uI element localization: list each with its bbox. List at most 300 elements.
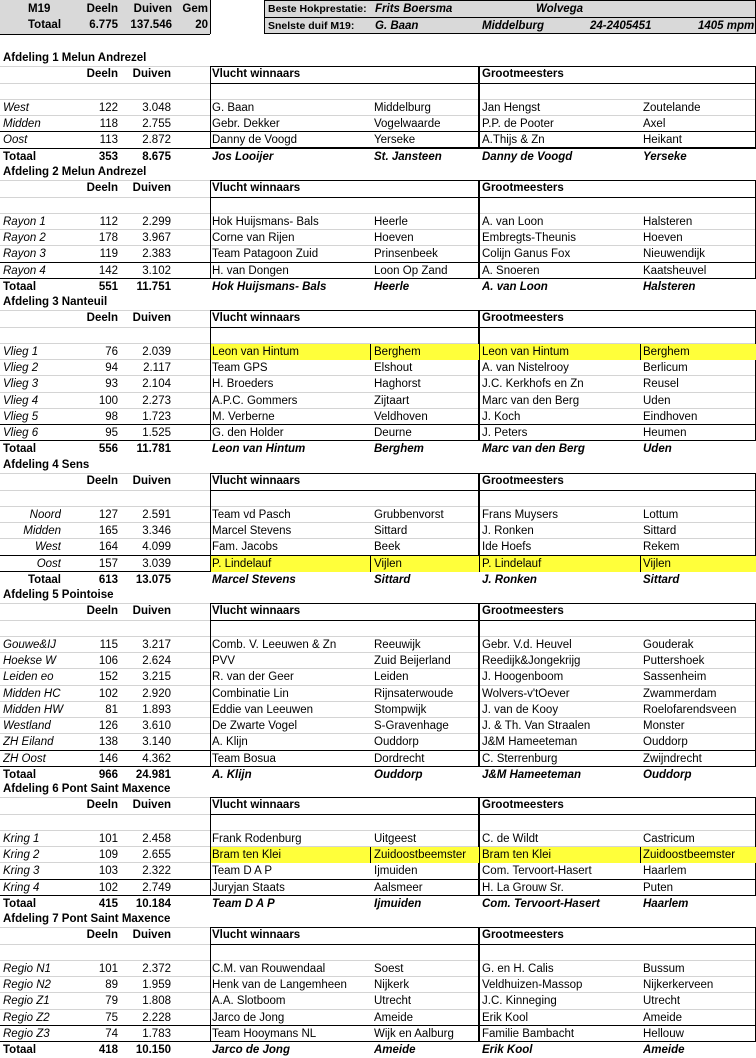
vlucht-plaats: Sittard [374, 574, 411, 586]
section-header-row [0, 927, 756, 943]
vlucht-plaats: Yerseke [374, 134, 416, 146]
vlucht-winnaar: Marcel Stevens [212, 525, 292, 537]
header-vlucht-winnaars: Vlucht winnaars [212, 929, 301, 941]
grootmeester-plaats: Haarlem [643, 898, 689, 910]
header-grootmeesters: Grootmeesters [482, 182, 564, 194]
grootmeester-plaats: Roelofarendsveen [643, 704, 737, 716]
table-row [0, 214, 756, 230]
vlucht-winnaar: Danny de Voogd [212, 134, 298, 146]
grootmeester: J. Ronken [482, 574, 537, 586]
header-vlucht-winnaars: Vlucht winnaars [212, 475, 301, 487]
grootmeester: G. en H. Calis [482, 963, 554, 975]
vlucht-winnaar: P. Lindelauf [212, 558, 272, 570]
row-name: Rayon 4 [3, 265, 46, 277]
section-title: Afdeling 7 Pont Saint Maxence [3, 913, 171, 925]
total-row [0, 896, 756, 912]
duiven-value: 10.184 [135, 898, 171, 910]
grootmeester-plaats: Halsteren [643, 216, 693, 228]
row-name: ZH Eiland [3, 736, 54, 748]
deelnemers-value: 95 [105, 427, 118, 439]
header-grootmeesters: Grootmeesters [482, 929, 564, 941]
duiven-value: 2.299 [142, 216, 171, 228]
duiven-value: 3.215 [142, 671, 171, 683]
vlucht-winnaar: H. Broeders [212, 378, 274, 390]
section-header-row [0, 310, 756, 326]
grootmeester-plaats: Nieuwendijk [643, 248, 706, 260]
table-row [0, 100, 756, 116]
grootmeester: Marc van den Berg [482, 395, 580, 407]
vlucht-winnaar: G. Baan [212, 102, 255, 114]
duiven-value: 2.383 [142, 248, 171, 260]
grootmeester: Erik Kool [482, 1044, 533, 1056]
vlucht-plaats: Soest [374, 963, 404, 975]
deelnemers-value: 93 [105, 378, 118, 390]
grootmeester: Ide Hoefs [482, 541, 532, 553]
vlucht-winnaar: Leon van Hintum [212, 443, 306, 455]
vlucht-plaats: Sittard [374, 525, 408, 537]
row-name: Kring 3 [3, 865, 40, 877]
header-grootmeesters: Grootmeesters [482, 475, 564, 487]
grootmeester-plaats: Ameide [643, 1012, 682, 1024]
header-vlucht-winnaars: Vlucht winnaars [212, 68, 301, 80]
grootmeester: Reedijk&Jongekrijg [482, 655, 581, 667]
vlucht-plaats: Nijkerk [374, 979, 410, 991]
vlucht-plaats: Zuidoostbeemster [374, 849, 467, 861]
vlucht-plaats: Loon Op Zand [374, 265, 448, 277]
header-deeln: Deeln [86, 68, 118, 80]
vlucht-winnaar: A. Klijn [212, 769, 252, 781]
grootmeester: Leon van Hintum [482, 346, 569, 358]
grootmeester-plaats: Eindhoven [643, 411, 698, 423]
grootmeester: J. Ronken [482, 525, 534, 537]
table-row [0, 751, 756, 767]
table-row [0, 116, 756, 132]
vlucht-plaats: Ameide [374, 1044, 416, 1056]
section-header-row [0, 66, 756, 82]
grootmeester: Danny de Voogd [482, 151, 573, 163]
total-row [0, 279, 756, 295]
deelnemers-value: 101 [98, 963, 118, 975]
deelnemers-value: 106 [98, 655, 118, 667]
grootmeester-plaats: Nijkerkerveen [643, 979, 714, 991]
grootmeester: Embregts-Theunis [482, 232, 576, 244]
header-vlucht-winnaars: Vlucht winnaars [212, 605, 301, 617]
grootmeester-plaats: Berlicum [643, 362, 688, 374]
vlucht-plaats: Middelburg [374, 102, 431, 114]
vlucht-plaats: Uitgeest [374, 833, 417, 845]
header-divider [210, 620, 756, 621]
row-name: Kring 2 [3, 849, 40, 861]
grootmeester-plaats: Bussum [643, 963, 685, 975]
row-name: Rayon 3 [3, 248, 46, 260]
vlucht-winnaar: PVV [212, 655, 236, 667]
deelnemers-value: 79 [105, 995, 118, 1007]
row-name: West [3, 102, 29, 114]
grootmeester-plaats: Reusel [643, 378, 679, 390]
grootmeester-plaats: Zoutelande [643, 102, 701, 114]
vlucht-plaats: Ameide [374, 1012, 413, 1024]
vlucht-winnaar: Team Patagoon Zuid [212, 248, 319, 260]
grootmeester-plaats: Hoeven [643, 232, 683, 244]
header-vlucht-winnaars: Vlucht winnaars [212, 182, 301, 194]
row-name: Regio Z3 [3, 1028, 50, 1040]
row-name: Kring 4 [3, 882, 40, 894]
section-title: Afdeling 1 Melun Andrezel [3, 52, 147, 64]
row-name: Totaal [3, 769, 37, 781]
row-name: Oost [36, 558, 61, 570]
deelnemers-value: 113 [99, 134, 118, 146]
duiven-value: 1.808 [142, 995, 171, 1007]
grootmeester: A. van Loon [482, 281, 548, 293]
row-name: Regio N1 [3, 963, 51, 975]
vlucht-winnaar: R. van der Geer [212, 671, 294, 683]
vlucht-winnaar: H. van Dongen [212, 265, 289, 277]
duiven-value: 8.675 [142, 151, 171, 163]
duiven-value: 11.781 [136, 443, 171, 455]
duiven-value: 2.039 [142, 346, 171, 358]
row-name: ZH Oost [3, 753, 46, 765]
grootmeester: J. Peters [482, 427, 528, 439]
grootmeester: J. Hoogenboom [482, 671, 564, 683]
table-row [0, 669, 756, 685]
highlight-sep [640, 344, 641, 360]
header-duiven: Duiven [132, 605, 171, 617]
summary-label-m19: M19 [28, 3, 51, 15]
deelnemers-value: 178 [98, 232, 118, 244]
snelste-speed: 1405 mpm [698, 20, 755, 32]
duiven-value: 2.591 [142, 509, 171, 521]
grootmeester-plaats: Sittard [643, 574, 680, 586]
deelnemers-value: 103 [98, 865, 118, 877]
vlucht-plaats: Ouddorp [374, 769, 423, 781]
duiven-value: 2.117 [143, 362, 171, 374]
vlucht-winnaar: Jos Looijer [212, 151, 274, 163]
deelnemers-value: 165 [98, 525, 118, 537]
vlucht-plaats: Dordrecht [374, 753, 425, 765]
row-name: West [35, 541, 61, 553]
vlucht-plaats: Rijnsaterwoude [374, 688, 454, 700]
beste-place: Wolvega [536, 3, 584, 15]
header-duiven: Duiven [132, 799, 171, 811]
summary-value-duiven: 137.546 [130, 19, 172, 31]
vlucht-winnaar: Gebr. Dekker [212, 118, 280, 130]
vlucht-winnaar: Corne van Rijen [212, 232, 295, 244]
beste-label: Beste Hokprestatie: [268, 3, 367, 15]
row-name: Vlieg 6 [3, 427, 39, 439]
table-row [0, 246, 756, 262]
grootmeester-plaats: Kaatsheuvel [643, 265, 707, 277]
row-name: Leiden eo [3, 671, 54, 683]
vlucht-winnaar: Bram ten Klei [212, 849, 282, 861]
grootmeester: Gebr. V.d. Heuvel [482, 639, 572, 651]
row-name: Totaal [3, 443, 37, 455]
vlucht-winnaar: Team vd Pasch [212, 509, 291, 521]
row-name: Regio Z2 [3, 1012, 50, 1024]
highlight-sep [370, 344, 371, 360]
deelnemers-value: 98 [105, 411, 118, 423]
deelnemers-value: 94 [105, 362, 118, 374]
duiven-value: 2.624 [142, 655, 171, 667]
deelnemers-value: 102 [98, 688, 118, 700]
grootmeester-plaats: Halsteren [643, 281, 696, 293]
vlucht-winnaar: Juryjan Staats [212, 882, 285, 894]
header-vlucht-winnaars: Vlucht winnaars [212, 312, 301, 324]
vlucht-plaats: Vijlen [374, 558, 402, 570]
table-row [0, 230, 756, 246]
deelnemers-value: 418 [98, 1044, 118, 1056]
vlucht-winnaar: C.M. van Rouwendaal [212, 963, 326, 975]
header-divider [210, 490, 756, 491]
grootmeester: J&M Hameeteman [482, 769, 582, 781]
header-deeln: Deeln [86, 799, 118, 811]
duiven-value: 2.920 [142, 688, 171, 700]
duiven-value: 1.525 [142, 427, 171, 439]
vlucht-plaats: Veldhoven [374, 411, 428, 423]
section-title: Afdeling 6 Pont Saint Maxence [3, 783, 171, 795]
duiven-value: 3.039 [142, 558, 171, 570]
grootmeester-plaats: Puten [643, 882, 674, 894]
grootmeester: Erik Kool [482, 1012, 529, 1024]
grootmeester-plaats: Haarlem [643, 865, 687, 877]
table-row [0, 1010, 756, 1026]
grootmeester: Colijn Ganus Fox [482, 248, 571, 260]
header-deeln: Deeln [86, 312, 118, 324]
vlucht-plaats: Vogelwaarde [374, 118, 441, 130]
grootmeester: A.Thijs & Zn [482, 134, 545, 146]
vlucht-plaats: Hoeven [374, 232, 414, 244]
section-title: Afdeling 5 Pointoise [3, 589, 114, 601]
vlucht-winnaar: De Zwarte Vogel [212, 720, 298, 732]
duiven-value: 1.723 [142, 411, 171, 423]
header-deeln: Deeln [86, 475, 118, 487]
section-title: Afdeling 4 Sens [3, 459, 90, 471]
deelnemers-value: 122 [98, 102, 118, 114]
section-header-row [0, 797, 756, 813]
grootmeester: Wolvers-v'tOever [482, 688, 570, 700]
grootmeester-plaats: Berghem [643, 346, 690, 358]
vlucht-plaats: Ijmuiden [374, 865, 418, 877]
row-name: Totaal [27, 574, 61, 586]
table-row [0, 539, 756, 555]
grootmeester-plaats: Uden [643, 443, 672, 455]
deelnemers-value: 109 [98, 849, 118, 861]
row-name: Hoekse W [3, 655, 57, 667]
deelnemers-value: 142 [98, 265, 118, 277]
vlucht-winnaar: Frank Rodenburg [212, 833, 302, 845]
grootmeester: A. Snoeren [482, 265, 540, 277]
grootmeester: Jan Hengst [482, 102, 541, 114]
grootmeester: A. van Nistelrooy [482, 362, 569, 374]
deelnemers-value: 138 [98, 736, 118, 748]
vlucht-plaats: Ijmuiden [374, 898, 422, 910]
table-row [0, 847, 756, 863]
snelste-label: Snelste duif M19: [268, 20, 355, 32]
grootmeester-plaats: Zuidoostbeemster [643, 849, 736, 861]
grootmeester: P.P. de Pooter [482, 118, 554, 130]
grootmeester: Frans Muysers [482, 509, 559, 521]
deelnemers-value: 100 [98, 395, 118, 407]
table-row [0, 556, 756, 572]
table-row [0, 993, 756, 1009]
row-name: Regio N2 [3, 979, 51, 991]
snelste-place: Middelburg [482, 20, 544, 32]
vlucht-winnaar: Team Hooymans NL [212, 1028, 317, 1040]
duiven-value: 2.273 [142, 395, 171, 407]
grootmeester-plaats: Zwijndrecht [643, 753, 702, 765]
row-name: Totaal [3, 898, 37, 910]
section-title: Afdeling 3 Nanteuil [3, 296, 108, 308]
total-row [0, 149, 756, 165]
row-name: Oost [3, 134, 28, 146]
vlucht-plaats: Reeuwijk [374, 639, 421, 651]
vlucht-plaats: Berghem [374, 346, 421, 358]
grootmeester-plaats: Heumen [643, 427, 687, 439]
row-name: Midden [23, 525, 61, 537]
total-row [0, 1042, 756, 1058]
table-row [0, 393, 756, 409]
header-duiven: Duiven [132, 312, 171, 324]
row-name: Totaal [3, 281, 37, 293]
summary-label-totaal: Totaal [28, 19, 62, 31]
vlucht-plaats: S-Gravenhage [374, 720, 449, 732]
grootmeester: J.C. Kerkhofs en Zn [482, 378, 584, 390]
duiven-value: 2.372 [142, 963, 171, 975]
vlucht-winnaar: G. den Holder [212, 427, 284, 439]
table-row [0, 344, 756, 360]
header-grootmeesters: Grootmeesters [482, 605, 564, 617]
grootmeester: Com. Tervoort-Hasert [482, 865, 592, 877]
grootmeester-plaats: Sassenheim [643, 671, 707, 683]
grootmeester-plaats: Lottum [643, 509, 679, 521]
grootmeester: J. & Th. Van Straalen [482, 720, 591, 732]
duiven-value: 10.150 [135, 1044, 171, 1056]
vlucht-plaats: Haghorst [374, 378, 421, 390]
row-name: Gouwe&IJ [3, 639, 57, 651]
duiven-value: 2.322 [142, 865, 171, 877]
highlight-sep [370, 847, 371, 863]
duiven-value: 24.981 [135, 769, 171, 781]
header-divider [210, 944, 756, 945]
table-row [0, 977, 756, 993]
grootmeester-plaats: Axel [643, 118, 666, 130]
highlight-sep [640, 847, 641, 863]
vlucht-winnaar: A.A. Slotboom [212, 995, 286, 1007]
vlucht-winnaar: Comb. V. Leeuwen & Zn [212, 639, 337, 651]
grootmeester-plaats: Ouddorp [643, 736, 688, 748]
grootmeester: Familie Bambacht [482, 1028, 575, 1040]
grootmeester-plaats: Rekem [643, 541, 680, 553]
grootmeester: J. van de Kooy [482, 704, 559, 716]
row-name: Vlieg 4 [3, 395, 39, 407]
snelste-ring: 24-2405451 [590, 20, 652, 32]
header-duiven: Duiven [132, 68, 171, 80]
header-vlucht-winnaars: Vlucht winnaars [212, 799, 301, 811]
vlucht-plaats: Elshout [374, 362, 413, 374]
header-deeln: Deeln [86, 929, 118, 941]
vlucht-plaats: Wijk en Aalburg [374, 1028, 454, 1040]
table-row [0, 376, 756, 392]
vlucht-winnaar: Marcel Stevens [212, 574, 296, 586]
table-row [0, 702, 756, 718]
row-name: Rayon 2 [3, 232, 46, 244]
vlucht-plaats: Aalsmeer [374, 882, 423, 894]
duiven-value: 3.140 [142, 736, 171, 748]
row-name: Midden HW [3, 704, 64, 716]
duiven-value: 2.755 [142, 118, 171, 130]
grootmeester: Veldhuizen-Massop [482, 979, 583, 991]
table-row [0, 831, 756, 847]
vlucht-plaats: Heerle [374, 281, 410, 293]
vlucht-winnaar: Eddie van Leeuwen [212, 704, 314, 716]
row-name: Midden [3, 118, 41, 130]
vlucht-plaats: Prinsenbeek [374, 248, 438, 260]
highlight-sep [640, 556, 641, 572]
grootmeester-plaats: Hellouw [643, 1028, 684, 1040]
grootmeester-plaats: Castricum [643, 833, 695, 845]
vlucht-plaats: Stompwijk [374, 704, 427, 716]
deelnemers-value: 551 [98, 281, 118, 293]
table-row [0, 734, 756, 750]
header-grootmeesters: Grootmeesters [482, 312, 564, 324]
header-duiven: Duiven [132, 475, 171, 487]
total-row [0, 572, 756, 588]
section-header-row [0, 473, 756, 489]
row-name: Totaal [3, 1044, 37, 1056]
deelnemers-value: 126 [98, 720, 118, 732]
deelnemers-value: 119 [99, 248, 118, 260]
deelnemers-value: 115 [99, 639, 118, 651]
row-name: Vlieg 3 [3, 378, 39, 390]
vlucht-plaats: Leiden [374, 671, 409, 683]
table-row [0, 1026, 756, 1042]
deelnemers-value: 75 [105, 1012, 118, 1024]
summary-header-deeln: Deeln [86, 3, 118, 15]
table-row [0, 863, 756, 879]
duiven-value: 1.893 [142, 704, 171, 716]
summary-value-gem: 20 [195, 19, 208, 31]
grootmeester: Bram ten Klei [482, 849, 552, 861]
deelnemers-value: 556 [98, 443, 118, 455]
duiven-value: 3.102 [142, 265, 171, 277]
duiven-value: 1.959 [142, 979, 171, 991]
row-name: Noord [29, 509, 61, 521]
deelnemers-value: 89 [105, 979, 118, 991]
summary-header-duiven: Duiven [133, 3, 172, 15]
table-row [0, 637, 756, 653]
header-divider [210, 83, 756, 84]
duiven-value: 2.228 [142, 1012, 171, 1024]
duiven-value: 4.099 [142, 541, 171, 553]
row-name: Rayon 1 [3, 216, 46, 228]
vlucht-winnaar: Team GPS [212, 362, 268, 374]
duiven-value: 1.783 [142, 1028, 171, 1040]
header-deeln: Deeln [86, 182, 118, 194]
table-row [0, 360, 756, 376]
grootmeester: Marc van den Berg [482, 443, 585, 455]
row-name: Vlieg 5 [3, 411, 39, 423]
summary-value-deeln: 6.775 [89, 19, 118, 31]
vlucht-winnaar: Team Bosua [212, 753, 276, 765]
vlucht-plaats: Utrecht [374, 995, 412, 1007]
vlucht-winnaar: A.P.C. Gommers [212, 395, 298, 407]
table-row [0, 961, 756, 977]
header-deeln: Deeln [86, 605, 118, 617]
deelnemers-value: 613 [98, 574, 118, 586]
row-name: Midden HC [3, 688, 61, 700]
summary-header-gem: Gem [182, 3, 208, 15]
row-name: Vlieg 2 [3, 362, 39, 374]
header-duiven: Duiven [132, 929, 171, 941]
